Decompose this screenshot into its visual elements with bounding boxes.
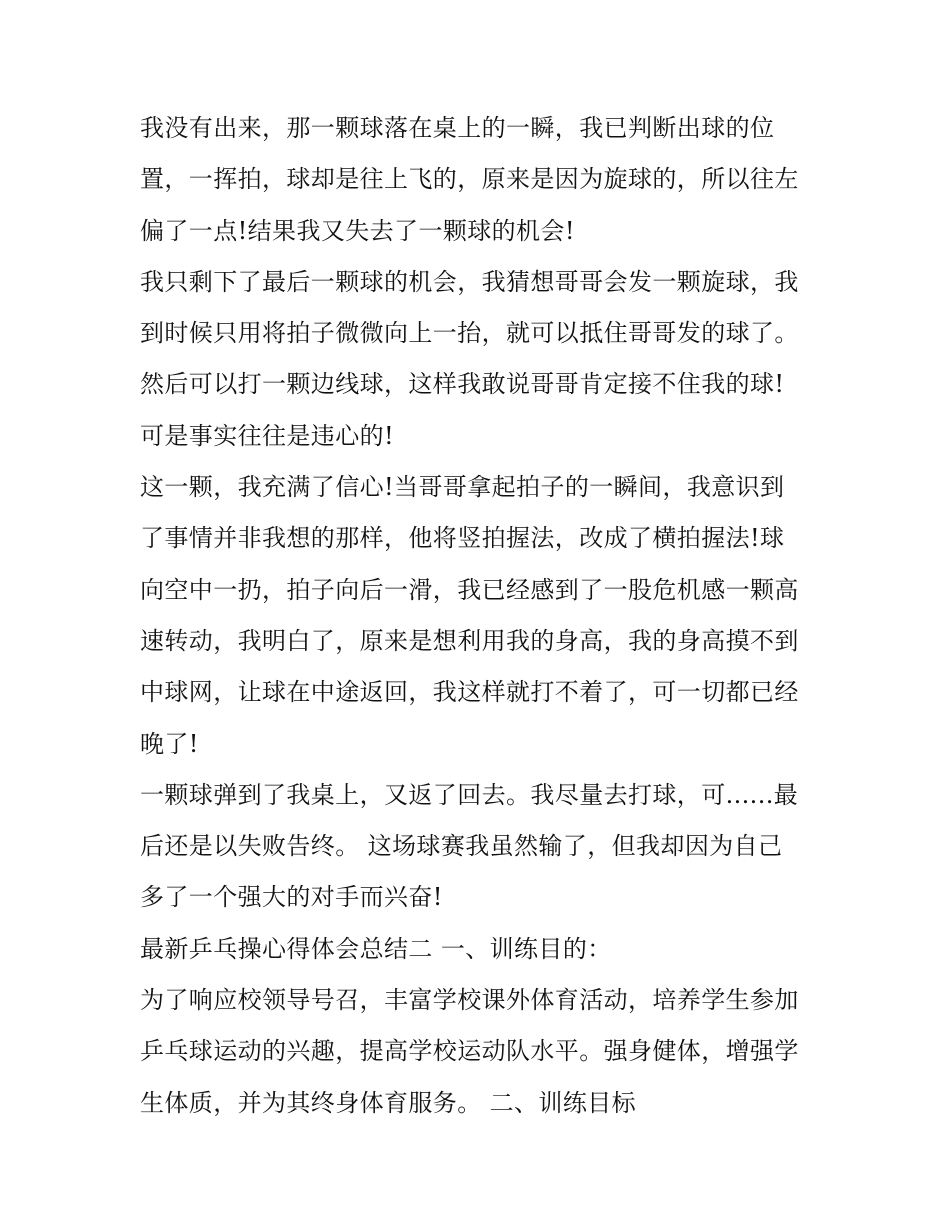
- text-line: 向空中一扔，拍子向后一滑，我已经感到了一股危机感一颗高: [140, 575, 799, 604]
- text-line: 后还是以失败告终。 这场球赛我虽然输了，但我却因为自己: [140, 832, 783, 861]
- text-line: 中球网，让球在中途返回，我这样就打不着了，可一切都已经: [140, 678, 799, 707]
- text-line: 生体质，并为其终身体育服务。 二、训练目标: [140, 1088, 637, 1117]
- text-line: 到时候只用将拍子微微向上一抬，就可以抵住哥哥发的球了。: [140, 319, 799, 348]
- section-heading: 最新乒乓操心得体会总结二 一、训练目的：: [140, 934, 612, 963]
- text-line: 为了响应校领导号召，丰富学校课外体育活动，培养学生参加: [140, 986, 799, 1015]
- text-line: 然后可以打一颗边线球，这样我敢说哥哥肯定接不住我的球!: [140, 370, 785, 399]
- text-line: 可是事实往往是违心的!: [140, 421, 395, 450]
- text-line: 速转动，我明白了，原来是想利用我的身高，我的身高摸不到: [140, 626, 799, 655]
- text-line: 置，一挥拍，球却是往上飞的，原来是因为旋球的，所以往左: [140, 165, 799, 194]
- text-line: 多了一个强大的对手而兴奋!: [140, 883, 443, 912]
- text-line: 我只剩下了最后一颗球的机会，我猜想哥哥会发一颗旋球，我: [140, 267, 799, 296]
- text-line: 一颗球弹到了我桌上，又返了回去。我尽量去打球，可......最: [140, 780, 799, 809]
- text-line: 这一颗，我充满了信心!当哥哥拿起拍子的一瞬间，我意识到: [140, 473, 785, 502]
- text-line: 了事情并非我想的那样，他将竖拍握法，改成了横拍握法!球: [140, 524, 785, 553]
- text-line: 乒乓球运动的兴趣，提高学校运动队水平。强身健体，增强学: [140, 1037, 799, 1066]
- text-line: 我没有出来，那一颗球落在桌上的一瞬，我已判断出球的位: [140, 114, 775, 142]
- text-line: 晚了!: [140, 729, 199, 758]
- document-body: [140, 103, 815, 1129]
- text-line: 偏了一点!结果我又失去了一颗球的机会!: [140, 216, 575, 245]
